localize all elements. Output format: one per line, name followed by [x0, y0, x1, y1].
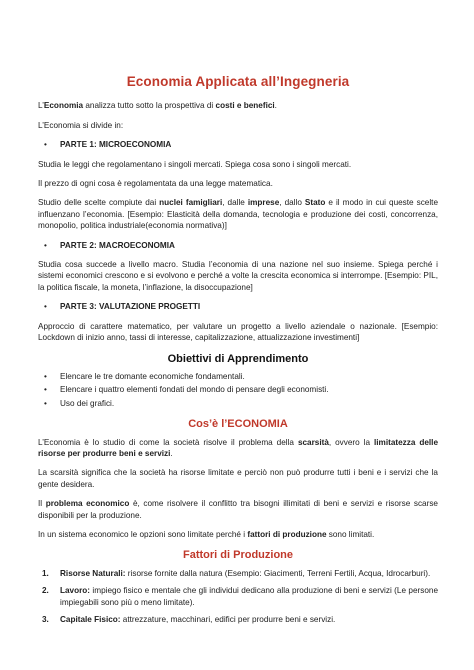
- part2-paragraph: Studia cosa succede a livello macro. Studia l’economia di una nazione nel suo insieme. Spiega perché i sistemi economici crescono e si evolvono e perché a volte la crescita economica si interrompe. [Esempio: PIL, la politica fiscale, la moneta, l’inflazione, la disoccupazione]: [38, 260, 438, 292]
- list-item: [38, 371, 438, 382]
- text-span: Il: [38, 499, 46, 509]
- part-label: PARTE 1: MICROECONOMIA: [60, 140, 172, 150]
- bullet-icon: •: [44, 398, 47, 408]
- bold-term: costi e benefici: [215, 101, 275, 111]
- document-title: Economia Applicata all’Ingegneria: [126, 74, 350, 89]
- text-span: L’: [38, 101, 44, 111]
- part-label: PARTE 3: VALUTAZIONE PROGETTI: [60, 302, 201, 312]
- text-span: sono limitati.: [326, 529, 375, 539]
- text-span: L’Economia è lo studio di come la società risolve il problema della: [38, 437, 298, 447]
- economia-paragraph-4: [38, 529, 438, 540]
- item-number: 1.: [42, 568, 49, 578]
- list-item: [38, 585, 438, 608]
- text-span: analizza tutto sotto la prospettiva di: [83, 101, 216, 111]
- bullet-icon: •: [44, 385, 47, 395]
- objectives-list: [38, 371, 438, 409]
- bold-term: Economia: [43, 101, 84, 111]
- list-item: [38, 568, 438, 579]
- part1-paragraph-2: Il prezzo di ogni cosa è regolamentata da una legge matematica.: [38, 179, 273, 189]
- part3-paragraph: Approccio di carattere matematico, per valutare un progetto a livello aziendale o nazionale. [Esempio: Lockdown di inizio anno, tassi di interesse, capitalizzazione, attualizzazione investimenti]: [38, 321, 438, 343]
- objectives-heading: Obiettivi di Apprendimento: [167, 352, 309, 365]
- fattori-heading: Fattori di Produzione: [183, 549, 293, 562]
- intro-paragraph: [38, 100, 438, 111]
- part-label: PARTE 2: MACROECONOMIA: [60, 240, 175, 250]
- list-item-text: Uso dei grafici.: [60, 398, 115, 408]
- part1-paragraph-3: [38, 197, 438, 231]
- economia-paragraph-3: [38, 498, 438, 521]
- bullet-icon: •: [44, 302, 47, 312]
- item-number: 3.: [42, 615, 49, 624]
- list-item-text: Elencare le tre domante economiche fondamentali.: [60, 371, 245, 381]
- text-span: è, come risolvere il conflitto tra bisogni illimitati di beni e servizi e risorse scarse disponibili per la produzione.: [38, 499, 438, 520]
- bold-term: scarsità: [297, 437, 329, 447]
- part1-paragraph-1: Studia le leggi che regolamentano i singoli mercati. Spiega cosa sono i singoli mercati.: [38, 159, 352, 169]
- bold-term: limitatezza delle risorse per produrre beni e servizi: [38, 437, 438, 458]
- list-item-text: Elencare i quattro elementi fondati del mondo di pensare degli economisti.: [60, 385, 329, 395]
- economia-paragraph-2: La scarsità significa che la società ha risorse limitate e perciò non può produrre tutti i beni e i servizi che la gente desidera.: [38, 468, 438, 489]
- intro-division-paragraph: L’Economia si divide in:: [38, 120, 124, 130]
- bold-term: Stato: [304, 198, 326, 208]
- part3-heading: [38, 301, 438, 312]
- part1-heading: [38, 139, 438, 150]
- bold-term: problema economico: [45, 499, 130, 509]
- text-span: Studio delle scelte compiute dai: [38, 198, 160, 208]
- economia-paragraph-1: [38, 437, 438, 460]
- item-label: Risorse Naturali:: [60, 568, 126, 578]
- document-content: [38, 76, 438, 631]
- item-number: 2.: [42, 586, 49, 596]
- text-span: , dallo: [279, 198, 305, 208]
- item-label: Lavoro:: [60, 586, 91, 596]
- item-text: attrezzature, macchinari, edifici per produrre beni e servizi.: [120, 615, 336, 624]
- bold-term: imprese: [247, 198, 280, 208]
- fattori-list: [38, 568, 438, 626]
- text-span: In un sistema economico le opzioni sono limitate perché i: [38, 529, 248, 539]
- text-span: e il modo in cui queste scelte influenzano l’economia. [Esempio: Elasticità della domanda, tecnologia e produzione dei costi, concorrenza, monopolio, politica industriale(economia normativa)]: [38, 198, 439, 231]
- bold-term: nuclei famigliari: [159, 198, 223, 208]
- item-label: Capitale Fisico:: [60, 615, 121, 624]
- item-text: risorse fornite dalla natura (Esempio: Giacimenti, Terreni Fertili, Acqua, Idrocarburi).: [125, 568, 431, 578]
- bold-term: fattori di produzione: [247, 529, 327, 539]
- item-text: impiego fisico e mentale che gli individui dedicano alla produzione di beni e servizi (Le persone impiegabili sono più o meno limitate).: [60, 586, 438, 607]
- bullet-icon: •: [44, 371, 47, 381]
- list-item: [38, 614, 438, 625]
- list-item: [38, 398, 438, 409]
- economia-heading: Cos’è l’ECONOMIA: [188, 418, 288, 431]
- part2-heading: [38, 240, 438, 251]
- text-span: .: [274, 101, 277, 111]
- list-item: [38, 384, 438, 395]
- text-span: , dalle: [222, 198, 248, 208]
- text-span: , ovvero la: [328, 437, 374, 447]
- bullet-icon: •: [44, 140, 47, 150]
- bullet-icon: •: [44, 240, 47, 250]
- text-span: .: [170, 448, 173, 458]
